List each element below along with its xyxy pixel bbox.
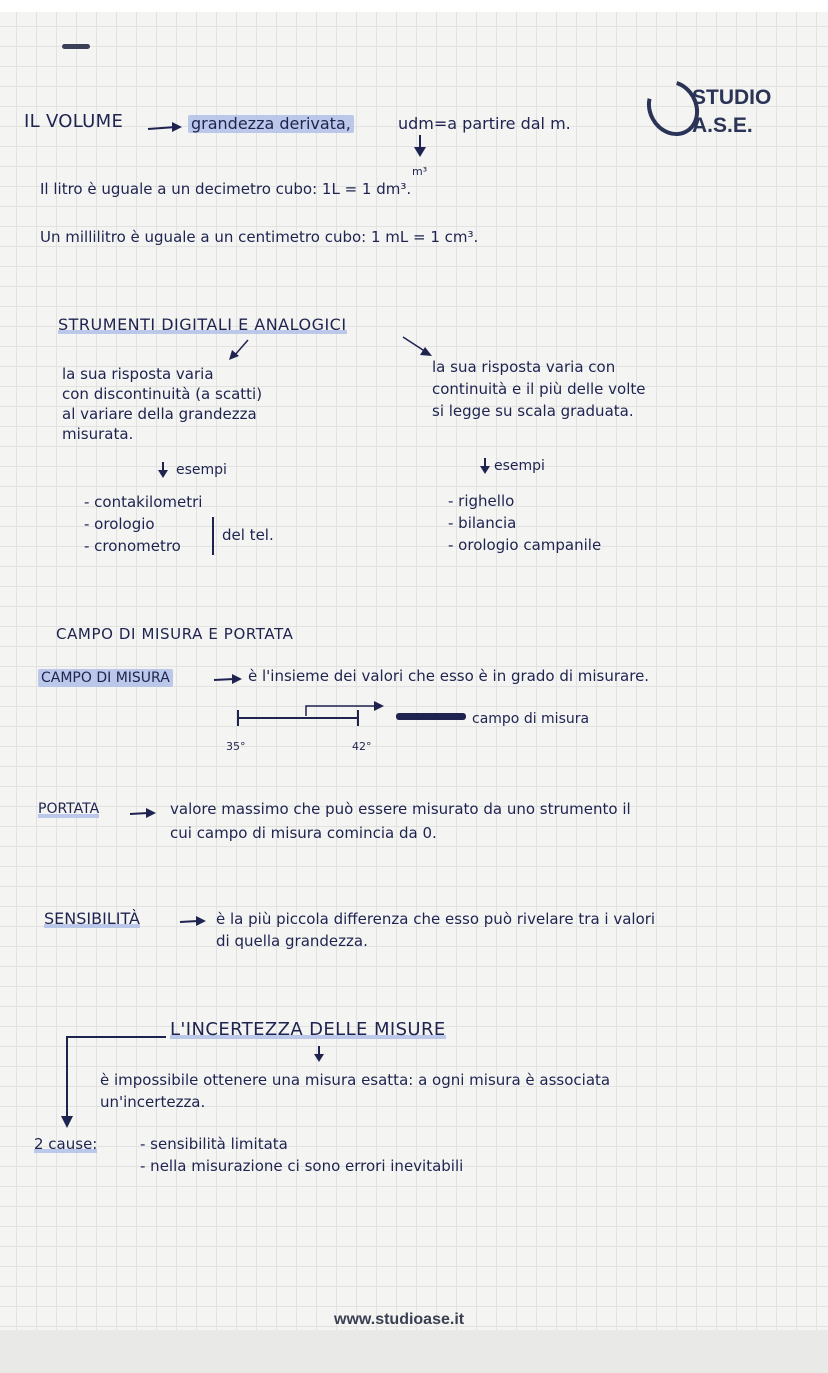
- instruments-title: STRUMENTI DIGITALI E ANALOGICI: [58, 315, 347, 334]
- campo-label: CAMPO DI MISURA: [38, 669, 173, 687]
- digital-example-3: - cronometro: [84, 537, 181, 555]
- volume-udm-unit: m³: [412, 165, 428, 178]
- analog-desc-1: la sua risposta varia con: [432, 358, 616, 376]
- digital-desc-1: la sua risposta varia: [62, 365, 214, 383]
- logo-line2: A.S.E.: [692, 114, 753, 137]
- analog-desc-2: continuità e il più delle volte: [432, 380, 646, 398]
- range-diagram: [230, 696, 390, 740]
- range-end: 42°: [352, 740, 372, 753]
- portata-def-1: valore massimo che può essere misurato da uno strumento il: [170, 800, 631, 818]
- analog-examples-arrow-icon: [478, 456, 492, 476]
- analog-example-2: - bilancia: [448, 514, 517, 532]
- top-edge: [0, 0, 828, 12]
- digital-desc-3: al variare della grandezza: [62, 405, 257, 423]
- logo-line1: STUDIO: [692, 86, 772, 109]
- cause-1: - sensibilità limitata: [140, 1135, 288, 1153]
- portata-label: PORTATA: [38, 801, 100, 817]
- scribble-mark: [396, 713, 466, 720]
- digital-example-1: - contakilometri: [84, 493, 203, 511]
- portata-arrow-icon: [128, 806, 158, 820]
- bracket-line: [212, 517, 214, 555]
- bottom-edge: [0, 1330, 828, 1373]
- incertezza-desc-2: un'incertezza.: [100, 1093, 206, 1111]
- incertezza-desc-1: è impossibile ottenere una misura esatta: a ogni misura è associata: [100, 1071, 611, 1089]
- volume-udm: udm=a partire dal m.: [398, 114, 571, 133]
- down-arrow-icon: [412, 133, 428, 159]
- digital-desc-4: misurata.: [62, 425, 134, 443]
- campo-arrow-icon: [212, 672, 246, 686]
- campo-section-title: CAMPO DI MISURA E PORTATA: [56, 625, 294, 643]
- down-left-arrow-icon: [226, 337, 254, 363]
- incertezza-title: L'INCERTEZZA DELLE MISURE: [170, 1019, 446, 1040]
- sensibilita-label: SENSIBILITÀ: [44, 909, 140, 928]
- campo-definition: è l'insieme dei valori che esso è in grado di misurare.: [248, 667, 650, 685]
- bracket-left-line: [66, 1036, 68, 1120]
- incertezza-down-arrow-icon: [312, 1044, 326, 1064]
- top-mark: [62, 44, 90, 49]
- website-link[interactable]: www.studioase.it: [334, 1311, 465, 1328]
- sensibilita-def-2: di quella grandezza.: [216, 932, 368, 950]
- sensibilita-arrow-icon: [178, 914, 208, 928]
- digital-desc-2: con discontinuità (a scatti): [62, 385, 263, 403]
- bracket-top-line: [66, 1036, 166, 1038]
- causes-arrow-icon: [59, 1112, 75, 1130]
- portata-def-2: cui campo di misura comincia da 0.: [170, 824, 437, 842]
- right-arrow-icon: [146, 120, 186, 134]
- bracket-note: del tel.: [222, 526, 274, 544]
- causes-label: 2 cause:: [34, 1135, 98, 1153]
- volume-title: IL VOLUME: [24, 111, 124, 132]
- digital-example-2: - orologio: [84, 515, 155, 533]
- analog-examples-label: esempi: [494, 458, 545, 474]
- analog-example-3: - orologio campanile: [448, 536, 602, 554]
- analog-example-1: - righello: [448, 492, 515, 510]
- analog-desc-3: si legge su scala graduata.: [432, 402, 634, 420]
- range-start: 35°: [226, 740, 246, 753]
- sensibilita-def-1: è la più piccola differenza che esso può rivelare tra i valori: [216, 910, 656, 928]
- liter-line: Il litro è uguale a un decimetro cubo: 1L = 1 dm³.: [40, 180, 412, 198]
- digital-examples-label: esempi: [176, 462, 227, 478]
- digital-examples-arrow-icon: [156, 460, 170, 480]
- range-caption: campo di misura: [472, 711, 590, 727]
- down-right-arrow-icon: [400, 334, 436, 360]
- milliliter-line: Un millilitro è uguale a un centimetro cubo: 1 mL = 1 cm³.: [40, 228, 479, 246]
- cause-2: - nella misurazione ci sono errori inevitabili: [140, 1157, 464, 1175]
- volume-definition: grandezza derivata,: [188, 115, 354, 133]
